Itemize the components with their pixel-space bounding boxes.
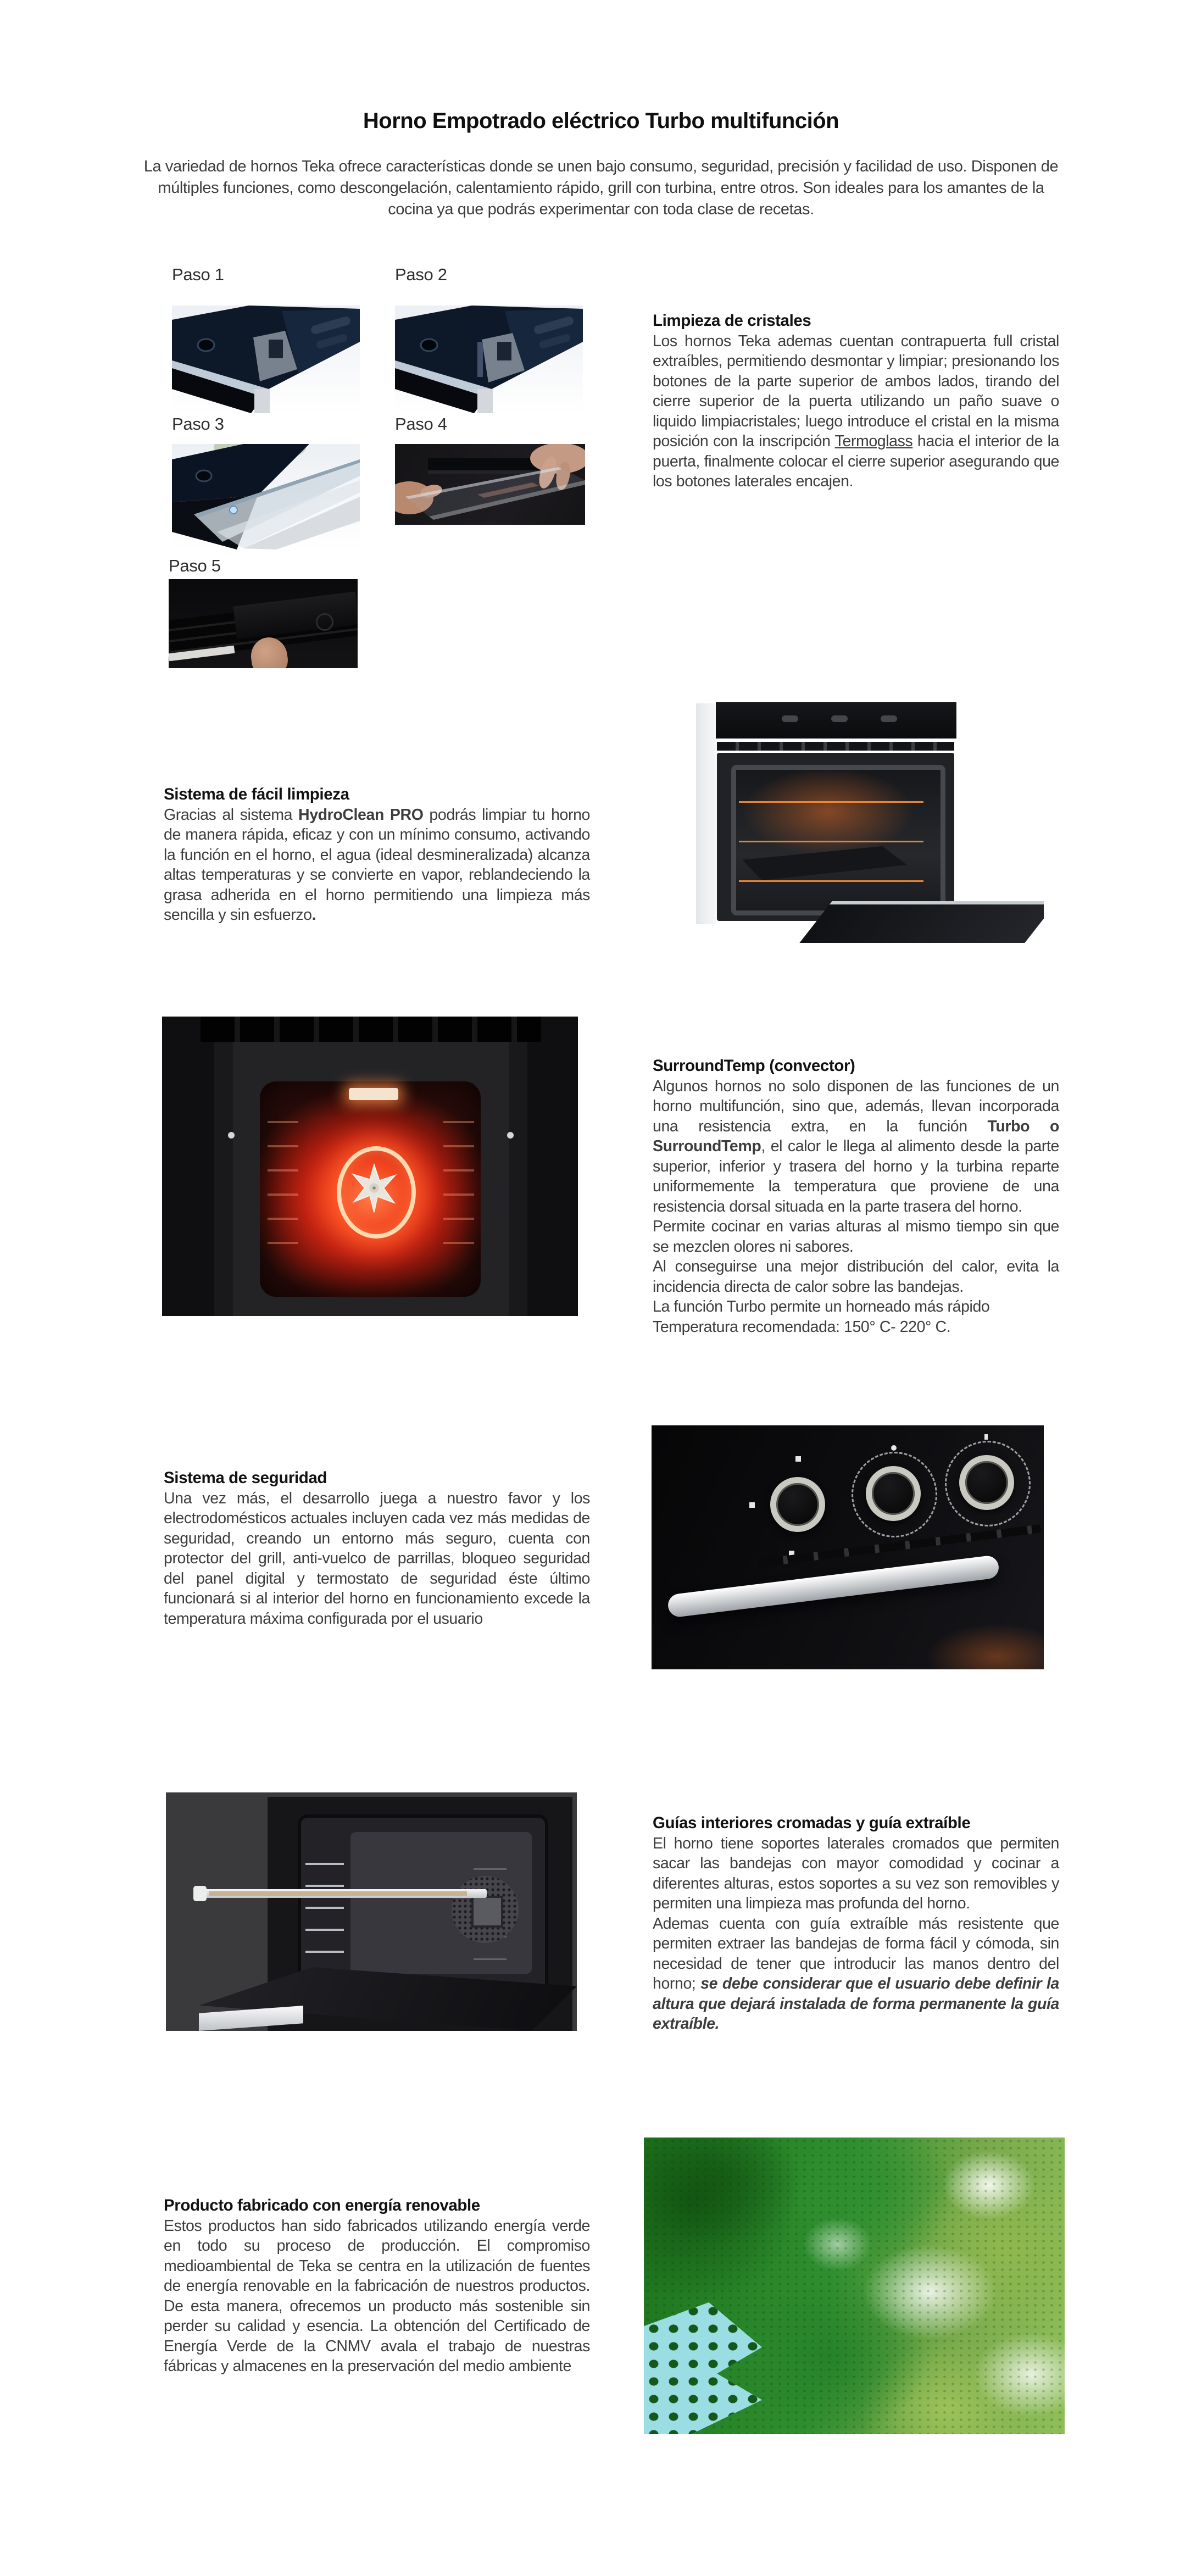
- oven-knob: [959, 1455, 1014, 1510]
- oven-door-corner-illustration: [395, 306, 583, 413]
- function-icon: [795, 1456, 801, 1462]
- knob-icon: [881, 715, 897, 722]
- limpieza-body: Los hornos Teka ademas cuentan contrapuerta full cristal extraíbles, permitiendo desmontar y limpiar; presionando los botones de la parte superior de ambos lados, tirando del cierre superior de la puerta utilizando un paño suave o liquido limpiacristales; luego introduce el cristal en la misma posición con la inscripción Termoglass hacia el interior de la puerta, finalmente colocar el cierre superior asegurando que los botones laterales encajen.: [653, 332, 1059, 490]
- oven-door-corner-illustration: [172, 306, 360, 413]
- surroundtemp-paragraph: Temperatura recomendada: 150° C- 220° C.: [653, 1318, 951, 1336]
- surroundtemp-paragraph: Algunos hornos no solo disponen de las funciones de un horno multifunción, sino que, además, llevan incorporada una resistencia extra, en la función Turbo o SurroundTemp, el calor le llega al alimento desde la parte superior, inferior y trasera del horno y la turbina reparte uniformemente la temperatura que proviene de una resistencia dorsal situada en la parte trasera del horno.: [653, 1077, 1060, 1215]
- door-button: [316, 613, 333, 631]
- surroundtemp-oven-image: [162, 1017, 578, 1316]
- seguridad-heading: Sistema de seguridad: [164, 1469, 327, 1487]
- fan-core: [471, 1896, 503, 1928]
- section-surroundtemp: [653, 1056, 1059, 1337]
- function-icon: [749, 1502, 755, 1508]
- guias-paragraph: El horno tiene soportes laterales cromados que permiten sacar las bandejas con mayor comodidad y cocinar a diferentes alturas, estos soportes a su vez son removibles y permiten una limpieza mas profunda del horno.: [653, 1834, 1059, 1912]
- renovable-body: Estos productos han sido fabricados utilizando energía verde en todo su proceso de producción. El compromiso medioambiental de Teka se centra en la utilización de fuentes de energía renovable en la fabricación de nuestros productos. De esta manera, ofrecemos un producto más sostenible sin perder su calidad y esencia. La obtención del Certificado de Energía Verde de la CNMV avala el trabajo de nuestras fábricas y almacenes en la preservación del medio ambiente: [164, 2217, 590, 2375]
- timer-icon: [891, 1445, 897, 1451]
- side-rack-left: [268, 1099, 298, 1264]
- paso-4-image: [395, 444, 585, 525]
- oven-side-panel: [696, 703, 717, 924]
- section-easyclean: [164, 785, 590, 925]
- control-knobs-image: [652, 1425, 1044, 1669]
- dark-canopy: [644, 2138, 809, 2319]
- oven-vent-slots: [717, 742, 954, 751]
- temperature-icon: [984, 1434, 988, 1440]
- paso-5-image: [169, 579, 358, 668]
- knob-icon: [831, 715, 848, 722]
- rail-end-cap: [193, 1886, 207, 1901]
- oven-control-panel: [716, 702, 956, 739]
- easyclean-oven-image: [635, 681, 1044, 949]
- paso-3-image: [172, 444, 360, 549]
- easyclean-heading: Sistema de fácil limpieza: [164, 785, 349, 803]
- surroundtemp-heading: SurroundTemp (convector): [653, 1057, 855, 1075]
- screw-icon: [507, 1132, 514, 1139]
- limpieza-heading: Limpieza de cristales: [653, 312, 811, 330]
- oven-top-vents: [201, 1017, 541, 1042]
- telescopic-rail-insert: [209, 1891, 467, 1896]
- section-limpieza: [653, 311, 1059, 492]
- telescopic-rail-oven-image: [166, 1792, 577, 2031]
- screw-icon: [228, 1132, 235, 1139]
- side-rack-right: [443, 1099, 474, 1264]
- paso-4-label: Paso 4: [395, 414, 447, 434]
- top-heating-element: [349, 1088, 398, 1100]
- hands-holding-glass-illustration: [395, 444, 585, 525]
- guias-heading: Guías interiores cromadas y guía extraíble: [653, 1814, 971, 1832]
- paso-1-label: Paso 1: [172, 265, 224, 284]
- fan-icon: [348, 1161, 400, 1215]
- surroundtemp-paragraph: Al conseguirse una mejor distribución del calor, evita la incidencia directa de calor sobre las bandejas.: [653, 1258, 1059, 1296]
- surroundtemp-paragraph: La función Turbo permite un horneado más rápido: [653, 1298, 990, 1315]
- paso-1-image: [172, 306, 360, 413]
- section-guias: [653, 1813, 1059, 2034]
- intro-text: La variedad de hornos Teka ofrece características donde se unen bajo consumo, seguridad, precisión y facilidad de uso. Disponen de múltiples funciones, como descongelación, calentamiento rápido, grill con turbina, entre otros. Son ideales para los amantes de la cocina ya que podrás experimentar con toda clase de recetas.: [143, 158, 1059, 218]
- surroundtemp-paragraph: Permite cocinar en varias alturas al mismo tiempo sin que se mezclen olores ni sabores.: [653, 1218, 1059, 1256]
- seguridad-body: Una vez más, el desarrollo juega a nuestro favor y los electrodomésticos actuales incluyen cada vez más medidas de seguridad, creando un entorno más seguro, cuenta con protector del grill, anti-vuelco de parrillas, bloqueo seguridad del panel digital y termostato de seguridad éste último funcionará si al interior del horno en funcionamiento excede la temperatura máxima configurada por el usuario: [164, 1489, 590, 1628]
- chrome-side-rack: [305, 1843, 344, 1975]
- cavity-glow: [888, 1607, 1044, 1669]
- paso-2-image: [395, 306, 583, 413]
- easyclean-body: Gracias al sistema HydroClean PRO podrás limpiar tu horno de manera rápida, eficaz y con un mínimo consumo, activando la función en el horno, el agua (ideal desmineralizada) alcanza altas temperaturas y se convierte en vapor, reblandeciendo la grasa adherida en el horno permitiendo una limpieza más sencilla y sin esfuerzo.: [164, 806, 590, 924]
- knob-icon: [782, 715, 798, 722]
- forest-aerial-image: [644, 2138, 1065, 2434]
- paso-5-label: Paso 5: [169, 556, 221, 575]
- page-title: Horno Empotrado eléctrico Turbo multifunción: [363, 109, 839, 133]
- glass-removal-illustration: [172, 444, 360, 549]
- paso-3-label: Paso 3: [172, 414, 224, 434]
- open-oven-door: [799, 901, 1044, 943]
- oven-knob: [770, 1477, 825, 1532]
- paso-2-label: Paso 2: [395, 265, 447, 284]
- section-seguridad: [164, 1468, 590, 1629]
- section-renovable: [164, 2196, 590, 2377]
- oven-knob: [866, 1466, 921, 1521]
- guias-paragraph: Ademas cuenta con guía extraíble más resistente que permiten extraer las bandejas de forma fácil y cómoda, sin necesidad de tener que introducir las manos dentro del horno; se debe considerar que el usuario debe definir la altura que dejará instalada de forma permanente la guía extraíble.: [653, 1914, 1059, 2033]
- renovable-heading: Producto fabricado con energía renovable: [164, 2196, 480, 2214]
